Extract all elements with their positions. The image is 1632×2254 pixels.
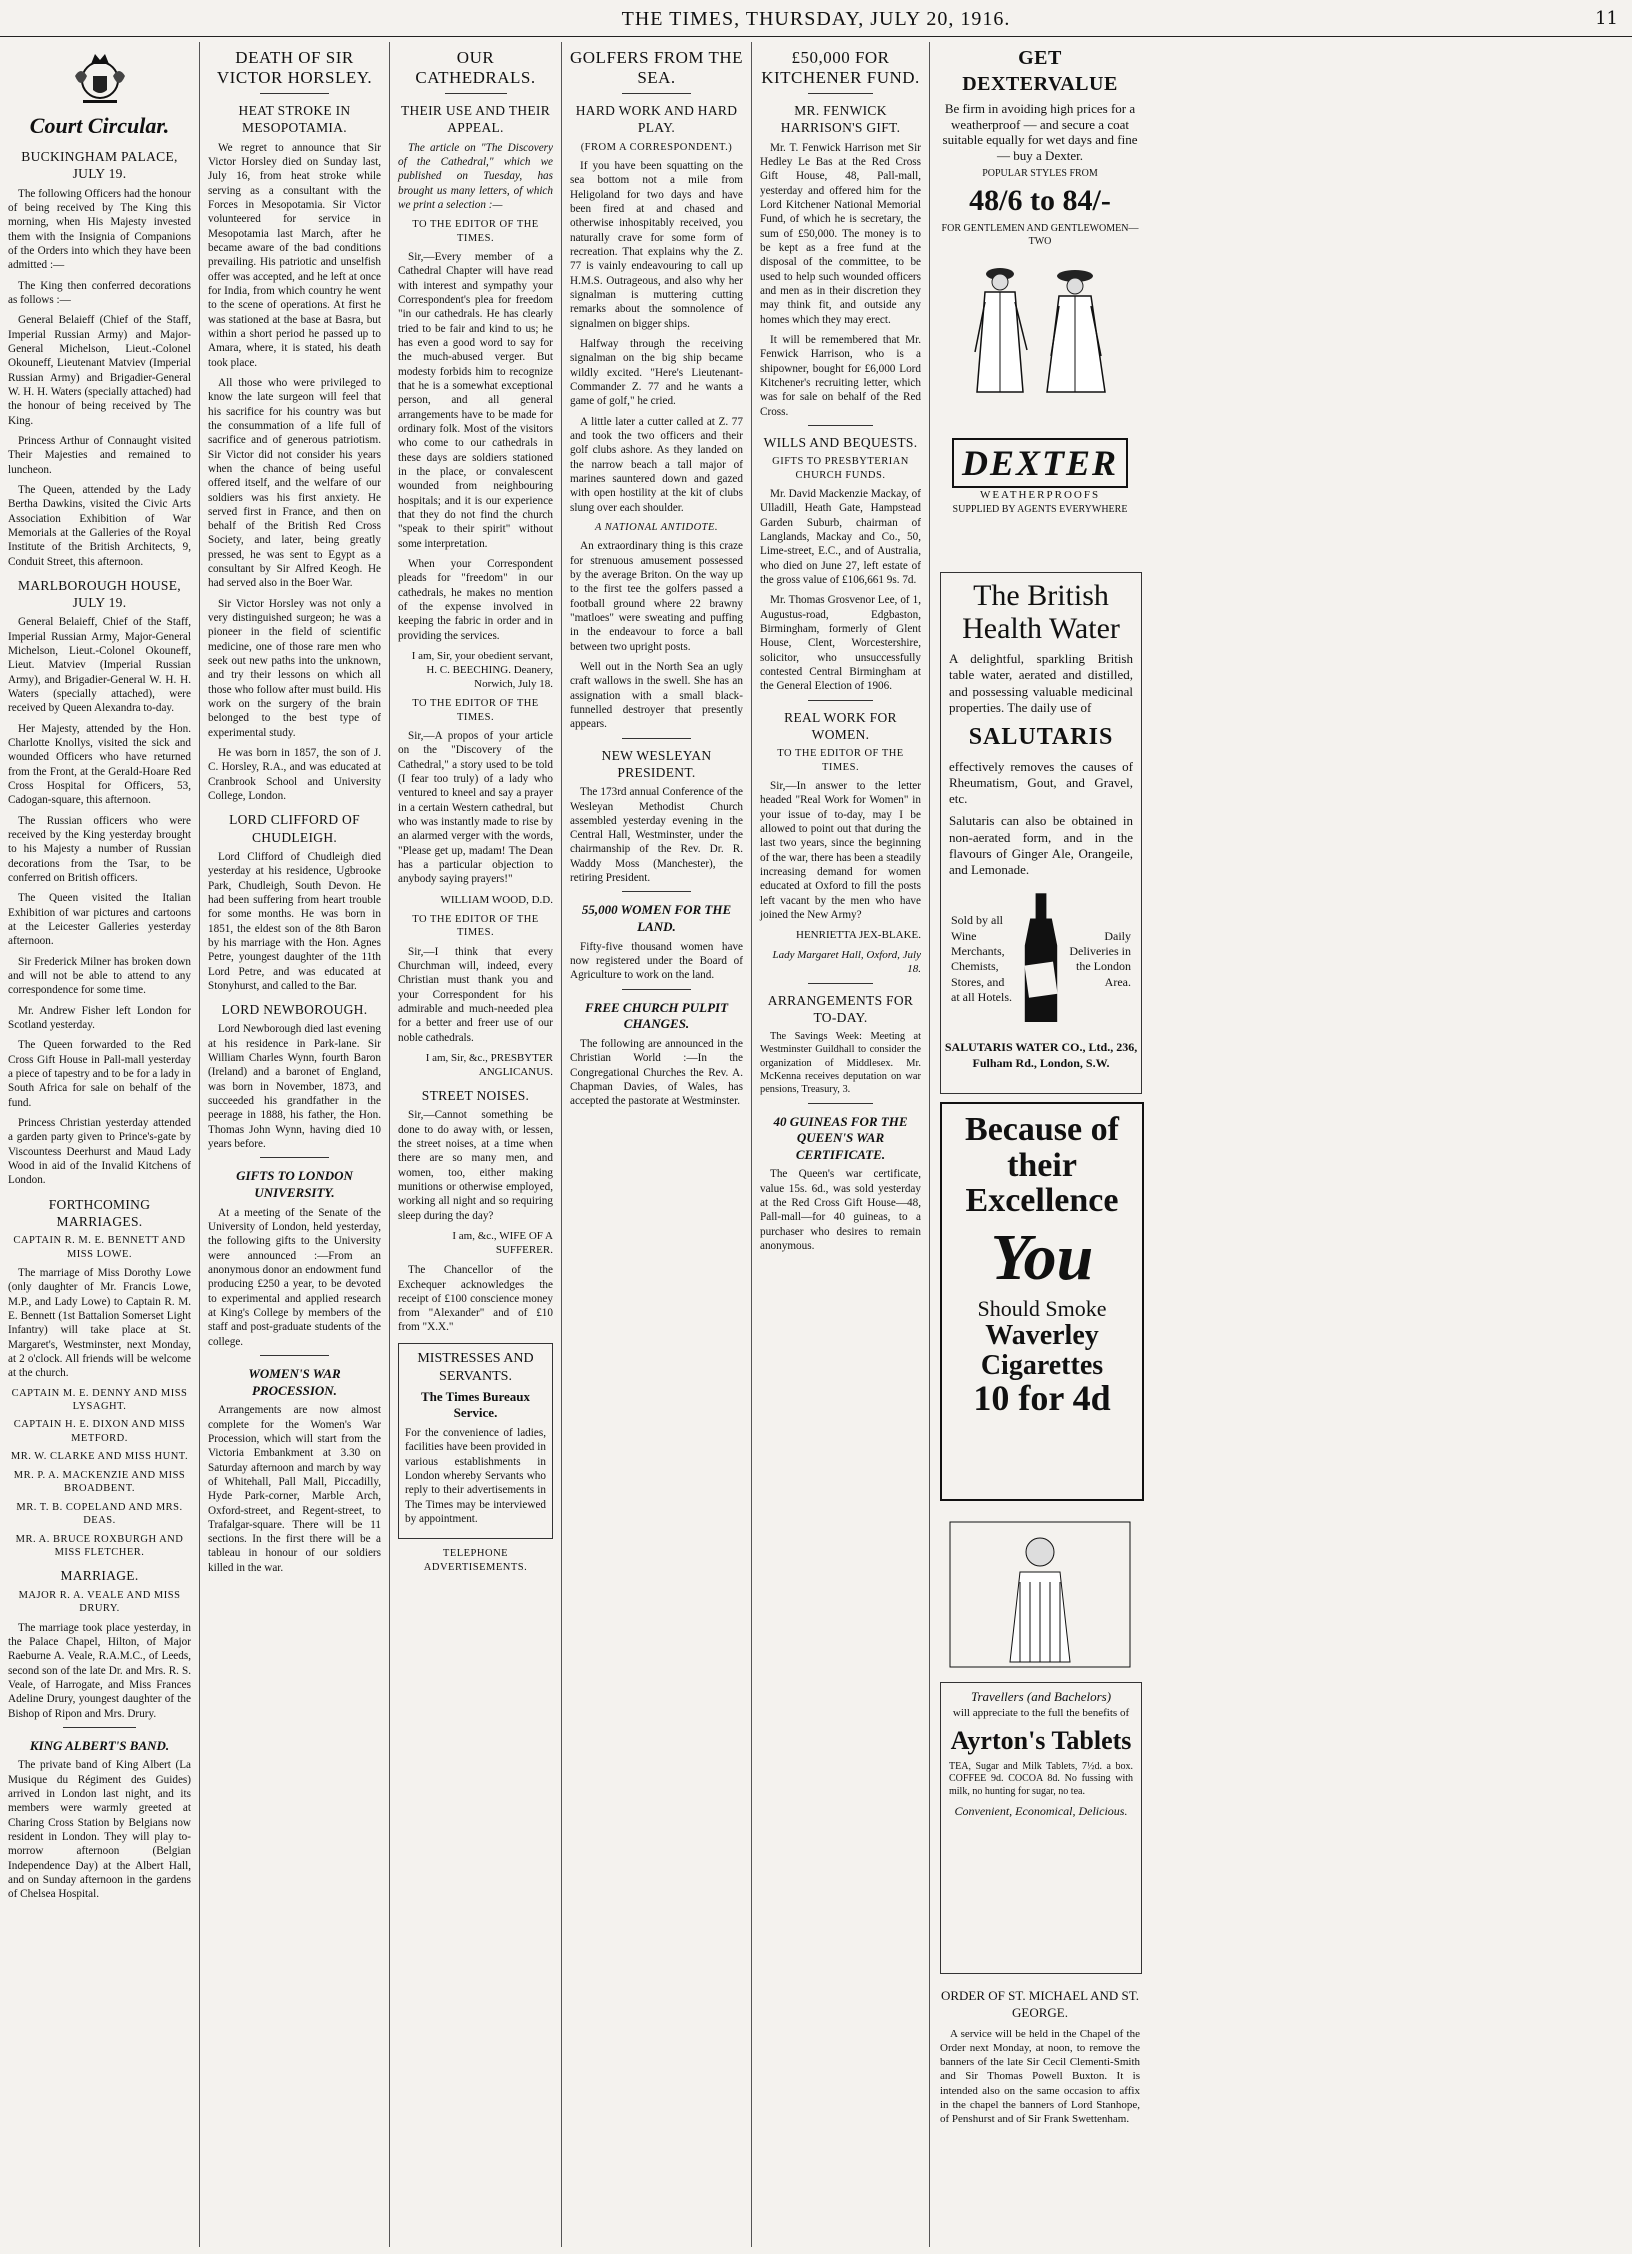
- free-church-head: FREE CHURCH PULPIT CHANGES.: [584, 999, 729, 1032]
- queen-garden-text: The Queen forwarded to the Red Cross Gift House in Pall-mall yesterday a piece of tapestry and to be for a lady in South Africa for sale on behalf of the fund.: [8, 1039, 191, 1109]
- newspaper-title: THE TIMES, THURSDAY, JULY 20, 1916.: [621, 8, 1011, 30]
- column-cathedrals: [390, 42, 562, 2247]
- queen-visit-text: The Queen, attended by the Lady Bertha Dawkins, visited the Civic Arts Association Exhibition of War Memorials at the Galleries of the Royal Institute of the British Architects, 9, Conduit Street, this afternoon.: [8, 483, 191, 568]
- to-editor: TO THE EDITOR OF THE TIMES.: [777, 748, 904, 773]
- wesleyan-text: The 173rd annual Conference of the Wesleyan Methodist Church assembled yesterday evening in the Central Hall, Westminster, under the chairmanship of the Rev. Dr. R. Waddy Moss (Manchester), the retiring President.: [570, 786, 743, 885]
- buckingham-text: The following Officers had the honour of being received by The King this morning, when His Majesty invested them with the Insignia of Companions of the Orders into which they have been admitted :—: [8, 187, 191, 272]
- bureaux-text: For the convenience of ladies, facilities have been provided in various establishments in London whereby Servants who reply to their advertisements in The Times may be interviewed by appointment.: [405, 1426, 546, 1525]
- general-belaieff-text: General Belaieff (Chief of the Staff, Imperial Russian Army) and Major-General Michelson, Lieut.-Colonel Okouneff, Lieutenant Matviev (Imperial Russian Army) and Brigadier-General W. H. H. Waters (specially attached) had the honour of being received by The King.: [8, 314, 191, 427]
- salutaris-daily: Daily Deliveries in the London Area.: [1069, 928, 1131, 989]
- divider: [445, 93, 507, 94]
- cathedrals-p2: When your Correspondent pleads for "freedom" in our cathedrals, he makes no mention of the expense involved in keeping the fabric in order and in providing the services.: [398, 558, 553, 642]
- wills-text: Mr. David Mackenzie Mackay, of Ulladill, Heath Gate, Hampstead Garden Suburb, chairman of Langlands, Mackay and Co., 50, Lime-street, E.C., and of Australia, who died on June 27, left estate of the gross value of £106,661 9s. 7d.: [760, 488, 921, 586]
- real-work-text: Sir,—In answer to the letter headed "Real Work for Women" in your issue of to-day, may I be allowed to point out that during the last two years, since the beginning of the war, there has been a steadily increasing demand for women educated at Oxford to fill the posts left vacant by the men who have joined the New Army?: [760, 780, 921, 921]
- cathedrals-subhead: THEIR USE AND THEIR APPEAL.: [400, 103, 551, 136]
- street-noises-head: STREET NOISES.: [421, 1088, 530, 1104]
- marriage-veale-text: The marriage took place yesterday, in the Palace Chapel, Hilton, of Major Raeburne A. Veale, R.A.M.C., of Leeds, second son of the late Dr. and Mrs. R. S. Veale, of Harrogate, and Miss Frances Adeline Drury, youngest daughter of the Bishop of Ripon and Mrs. Drury.: [8, 1621, 191, 1720]
- ayrton-tag: Convenient, Economical, Delicious.: [954, 1804, 1128, 1819]
- lord-clifford-head: LORD CLIFFORD OF CHUDLEIGH.: [229, 812, 360, 845]
- salutaris-company: SALUTARIS WATER CO., Ltd., 236, Fulham Rd., London, S.W.: [944, 1040, 1138, 1070]
- order-head: ORDER OF ST. MICHAEL AND ST. GEORGE.: [940, 1988, 1140, 2020]
- to-editor: TO THE EDITOR OF THE TIMES.: [412, 913, 539, 939]
- dexter-price: 48/6 to 84/-: [969, 184, 1111, 218]
- to-editor: TO THE EDITOR OF THE TIMES.: [412, 698, 539, 723]
- horsley-p1: We regret to announce that Sir Victor Horsley died on Sunday last, July 16, from heat stroke while serving as a consultant with the Forces in Mesopotamia. Sir Victor volunteered for service in Mesopotamia last March, after he became aware of the bad conditions prevailing. His patriotic and unselfish offer was accepted, and he left at once for India, from which country he went to the scene of operations. At first he was stationed at the base at Basra, but within a short period he passed up to Amara, where, it is stated, his death took place.: [208, 141, 381, 369]
- waverley-should: Should Smoke: [977, 1296, 1107, 1322]
- column-horsley: [200, 42, 390, 2247]
- marriage-item-heading: MR. W. CLARKE AND MISS HUNT.: [10, 1451, 189, 1463]
- marriage-item-text: The marriage of Miss Dorothy Lowe (only daughter of Mr. Francis Lowe, M.P., and Lady Lowe) to Captain R. M. E. Bennett (1st Battalion Somerset Light Infantry) will take place at St. Margaret's, Westminster, next Monday, at 2 o'clock. All friends will be welcome at the church.: [8, 1266, 191, 1380]
- waverley-price: 10 for 4d: [973, 1378, 1111, 1419]
- free-church-text: The following are announced in the Christian World :—In the Congregational Churches the Rev. A. Chapman Davies, of Wales, has accepted the pastorate at Westminster.: [570, 1037, 743, 1108]
- queen-italian-text: The Queen visited the Italian Exhibition of war pictures and cartoons at the Leicester Galleries yesterday afternoon.: [8, 892, 191, 948]
- royal-crest-icon: [65, 46, 135, 110]
- golfers-headline: GOLFERS FROM THE SEA.: [570, 48, 743, 87]
- signature-place: Lady Margaret Hall, Oxford, July 18.: [772, 949, 921, 976]
- ayrton-head: Travellers (and Bachelors): [970, 1689, 1112, 1704]
- waverley-brand: Waverley Cigarettes: [980, 1320, 1104, 1381]
- wills-text2: Mr. Thomas Grosvenor Lee, of 1, Augustus-road, Edgbaston, Birmingham, formerly of Glent House, Clent, Worcestershire, solicitor, who unsuccessfully contested Central Birmingham at the General Election of 1906.: [760, 594, 921, 693]
- divider: [260, 1355, 329, 1356]
- marriage-head: MARRIAGE.: [60, 1568, 139, 1584]
- national-antidote-head: A NATIONAL ANTIDOTE.: [594, 521, 719, 533]
- buckingham-head: BUCKINGHAM PALACE, JULY 19.: [21, 149, 178, 182]
- princess-arthur-text: Princess Arthur of Connaught visited Their Majesties and remained to luncheon.: [8, 434, 191, 476]
- cathedrals-p1: Sir,—Every member of a Cathedral Chapter will have read with interest and sympathy your Correspondent's plea for freedom "in our cathedrals. He has clearly tried to be fair and kind to us; he has even a good word to say for the much-abused verger. But modesty forbids him to recognize that he is a somewhat exceptional person, and all general arrangements have to be made for ordinary folk. Most of the visitors who come to our cathedrals in these days are soldiers stationed in the place, or convalescent wounded from neighbouring hospitals; and it is our experience that they do not find the church "speak to their spirit" without some interpretation.: [398, 251, 553, 550]
- golfers-p2: Halfway through the receiving signalman on the big ship became wildly excited. "Here's Lieutenant-Commander Z. 77 and he wants a game of golf," he cried.: [570, 338, 743, 408]
- salutaris-sold: Sold by all Wine Merchants, Chemists, Stores, and at all Hotels.: [951, 913, 1012, 1005]
- signature: WILLIAM WOOD, D.D.: [440, 893, 553, 906]
- cathedrals-p4: Sir,—I think that every Churchman will, indeed, every Christian must thank you and your Correspondent for his admirable and much-needed plea for a better and freer use of our noble cathedrals.: [398, 945, 553, 1044]
- dexter-advert: [940, 42, 1140, 422]
- her-majesty-text: Her Majesty, attended by the Hon. Charlotte Knollys, visited the sick and wounded Officers who have returned from the Front, at the Gerald-Hoare Red Cross Hospital for Officers, 53, Cadogan-square, this afternoon.: [8, 722, 191, 807]
- women-land-head: 55,000 WOMEN FOR THE LAND.: [581, 902, 732, 935]
- wills-head: WILLS AND BEQUESTS.: [763, 434, 918, 450]
- kitchener-p2: It will be remembered that Mr. Fenwick Harrison, who is a shipowner, bought for £6,000 Lord Kitchener's recruiting letter, which was for sale on behalf of the Red Cross.: [760, 333, 921, 418]
- russian-officers-text: The Russian officers who were received by the King yesterday brought to his Majesty a number of Russian decorations from the Tsar, to be conferred on British officers.: [8, 814, 191, 884]
- telephone-adverts: TELEPHONE ADVERTISEMENTS.: [423, 1548, 528, 1573]
- divider: [622, 93, 691, 94]
- page-number: 11: [1595, 8, 1618, 29]
- golfers-p4: An extraordinary thing is this craze for strenuous amusement possessed by the average Briton. On the way up to the first tee the golfers passed a football ground where 22 brawny "matloes" were sweating and puffing in the endeavour to force a ball between two upright posts.: [570, 540, 743, 653]
- kitchener-subhead: MR. FENWICK HARRISON'S GIFT.: [780, 103, 901, 136]
- bureaux-title: MISTRESSES AND SERVANTS.: [417, 1350, 534, 1384]
- empty-right-gutter: [1148, 42, 1628, 2242]
- ayrton-advert: [940, 1682, 1142, 1974]
- lord-clifford-text: Lord Clifford of Chudleigh died yesterday at his residence, Ugbrooke Park, Chudleigh, South Devon. He had been suffering from heart trouble for some months. He was born in 1851, the eldest son of the 8th Baron by his marriage with the Hon. Agnes Petre, youngest daughter of the 11th Lord Petre, and was educated at Stonyhurst, and called to the Bar.: [208, 850, 381, 992]
- order-st-michael: [940, 1982, 1140, 2242]
- times-bureaux-box: [398, 1343, 553, 1539]
- guineas-head: 40 GUINEAS FOR THE QUEEN'S WAR CERTIFICATE.: [773, 1113, 908, 1162]
- salutaris-brand: SALUTARIS: [968, 724, 1114, 750]
- king-albert-head: KING ALBERT'S BAND.: [29, 1737, 170, 1753]
- divider: [808, 983, 872, 984]
- guineas-text: The Queen's war certificate, value 15s. 6d., was sold yesterday at the Red Cross Gift House—48, Pall-mall—for 40 guineas, to a purchaser who desires to remain anonymous.: [760, 1168, 921, 1253]
- fisher-text: Mr. Andrew Fisher left London for Scotland yesterday.: [8, 1004, 191, 1031]
- chancellor-text: The Chancellor of the Exchequer acknowledges the receipt of £100 conscience money from "Alexander" and of £10 from "X.X.": [398, 1264, 553, 1334]
- cathedrals-p3: Sir,—A propos of your article on the "Discovery of the Cathedral," a story used to be told (I fear too truly) of a lady who ventured to kneel and say a prayer in a certain Western cathedral, but who was instantly made to rise by an alarmed verger with the words, "Please get up, madam! The Dean has a particular objection to anybody saying prayers!": [398, 730, 553, 886]
- coat-figures-illustration: [955, 252, 1125, 402]
- horsley-p3: Sir Victor Horsley was not only a very distinguished surgeon; he was a pioneer in the field of scientific medicine, one of those rare men who seek out new paths into the unknown, and try their lessons on which all those who follow after must build. His work on the surgery of the brain belonged to the best type of experimental study.: [208, 597, 381, 739]
- column-court-circular: [0, 42, 200, 2247]
- dexter-for: FOR GENTLEMEN AND GENTLEWOMEN—TWO: [941, 222, 1139, 247]
- kitchener-headline: £50,000 FOR KITCHENER FUND.: [761, 48, 920, 87]
- golfers-p1: If you have been squatting on the sea bottom not a mile from Heligoland for two days and have been fired at and chased and otherwise inhospitably received, you naturally crave for some form of recreation. That explains why the Z. 77 is vainly endeavouring to call up H.M.S. Outrageous, and also why her signalman is muttering cutting remarks about the somnolence of signalmen on bigger ships.: [570, 160, 743, 330]
- traveller-illustration: [940, 1512, 1140, 1672]
- dexter-logo-sub: WEATHERPROOFS: [979, 489, 1101, 502]
- divider: [808, 700, 872, 701]
- cathedrals-intro: The article on "The Discovery of the Cathedral," which we published on Tuesday, has brought us many letters, of which we print a selection :—: [398, 141, 553, 211]
- divider: [622, 891, 691, 892]
- divider: [808, 1103, 872, 1104]
- horsley-p2: All those who were privileged to know the late surgeon will feel that his sacrifice for his country was but the consummation of a life full of sacrifice and of generous patriotism. Sir Victor did not consider his years when the chance of being useful offered itself, and the welfare of our soldiers was his first anxiety. He served first in France, and then on behalf of the British Red Cross Society, and later, being greatly pressed, he was sent to Egypt as a consultant by Sir Alfred Keogh. He had served also in the Boer War.: [208, 376, 381, 590]
- street-noises-text: Sir,—Cannot something be done to do away with, or lessen, the street noises, at a time when there are so many men, and women, too, either making munitions or otherwise employed, working all night and so requiring sleep during the day?: [398, 1109, 553, 1222]
- marlborough-head: MARLBOROUGH HOUSE, JULY 19.: [18, 577, 181, 611]
- women-land-text: Fifty-five thousand women have now registered under the Board of Agriculture to work on the land.: [570, 940, 743, 982]
- court-circular-title: Court Circular.: [29, 113, 170, 138]
- golfers-subhead: HARD WORK AND HARD PLAY.: [575, 103, 738, 136]
- dexter-logo: DEXTER: [952, 438, 1128, 488]
- ayrton-text: TEA, Sugar and Milk Tablets, 7½d. a box. COFFEE 9d. COCOA 8d. No fussing with milk, no hunting for sugar, no tea.: [949, 1760, 1133, 1797]
- divider: [808, 425, 872, 426]
- gifts-university-text: At a meeting of the Senate of the University of London, held yesterday, the following gifts to the University were announced :—From an anonymous donor an endowment fund producing £250 a year, to be devoted to experimental and applied research at King's College by members of the staff and post-graduate students of the college.: [208, 1206, 381, 1348]
- womens-procession-text: Arrangements are now almost complete for the Women's War Procession, which will start from the Victoria Embankment at 3.30 on Saturday afternoon and march by way of Whitehall, Pall Mall, Piccadilly, Hyde Park-corner, Marble Arch, Oxford-street, and Regent-street, to Trafalgar-square. There will be 11 sections. In the first there will be a tableau in honour of our soldiers killed in the war.: [208, 1404, 381, 1574]
- signature: I am, Sir, your obedient servant, H. C. BEECHING. Deanery, Norwich, July 18.: [411, 650, 553, 691]
- golfers-p5: Well out in the North Sea an ugly craft wallows in the swell. She has an assignation with a small black-funnelled destroyer that presently appears.: [570, 661, 743, 731]
- princess-christian-text: Princess Christian yesterday attended a garden party given to Prince's-gate by Viscountess Deerhurst and Maud Lady Wood in aid of the Invalid Kitchens of London.: [8, 1116, 191, 1187]
- salutaris-text3: Salutaris can also be obtained in non-aerated form, and in the flavours of Ginger Ale, Orangeile, and Lemonade.: [949, 813, 1133, 878]
- salutaris-headline: The British Health Water: [962, 579, 1120, 645]
- arrangements-text: The Savings Week: Meeting at Westminster Guildhall to consider the organization of Middlesex. Mr. McKenna receives deputation on war pensions, Treasury, 3.: [760, 1031, 921, 1096]
- king-text: The King then conferred decorations as follows :—: [8, 279, 191, 306]
- dexter-logo-advert: [940, 434, 1140, 554]
- forthcoming-marriages-head: FORTHCOMING MARRIAGES.: [48, 1196, 151, 1229]
- lord-newborough-head: LORD NEWBOROUGH.: [221, 1002, 368, 1018]
- divider: [63, 1727, 136, 1728]
- cathedrals-headline: OUR CATHEDRALS.: [415, 48, 536, 87]
- real-work-head: REAL WORK FOR WOMEN.: [784, 709, 897, 742]
- dexter-supplied: SUPPLIED BY AGENTS EVERYWHERE: [952, 504, 1128, 516]
- order-text: A service will be held in the Chapel of the Order next Monday, at noon, to remove the banners of the late Sir Cecil Clementi-Smith and Sir Thomas Powell Buxton. It is intended also on the same occasion to affix in the chapel the banners of Lord Stanhope, of Penshurst and of Sir Frank Swettenham.: [940, 2028, 1140, 2125]
- ayrton-will: will appreciate to the full the benefits of: [952, 1706, 1130, 1719]
- salutaris-text: A delightful, sparkling British table water, aerated and distilled, and possessing valuable medicinal properties. The daily use of: [949, 651, 1133, 715]
- salutaris-advert: [940, 572, 1142, 1094]
- column-adverts: [930, 42, 1632, 2247]
- marriage-item-heading: CAPTAIN R. M. E. BENNETT AND MISS LOWE.: [13, 1235, 186, 1260]
- wesleyan-head: NEW WESLEYAN PRESIDENT.: [601, 747, 712, 780]
- divider: [808, 93, 872, 94]
- horsley-p4: He was born in 1857, the son of J. C. Horsley, R.A., and was educated at Cranbrook School and University College, London.: [208, 747, 381, 803]
- waverley-advert: [940, 1102, 1144, 1501]
- horsley-headline: DEATH OF SIR VICTOR HORSLEY.: [216, 48, 373, 87]
- marriage-item-heading: CAPTAIN M. E. DENNY AND MISS LYSAGHT.: [11, 1387, 188, 1413]
- divider: [260, 93, 329, 94]
- presbyterian-head: GIFTS TO PRESBYTERIAN CHURCH FUNDS.: [772, 456, 909, 481]
- arrangements-head: ARRANGEMENTS FOR TO-DAY.: [767, 992, 914, 1025]
- dexter-popular: POPULAR STYLES FROM: [982, 167, 1098, 179]
- waverley-headline: Because of their Excellence: [965, 1111, 1119, 1220]
- marriage-item-heading: MR. A. BRUCE ROXBURGH AND MISS FLETCHER.: [15, 1533, 184, 1558]
- milner-text: Sir Frederick Milner has broken down and will not be able to attend to any correspondence for some time.: [8, 955, 191, 997]
- signature: HENRIETTA JEX-BLAKE.: [796, 929, 921, 942]
- king-albert-text: The private band of King Albert (La Musique du Régiment des Guides) arrived in London last night, and its members were warmly greeted at Charing Cross Station by Belgians now resident in London. They will play to-morrow afternoon (Belgian Independence Day) at the Albert Hall, and on Sunday afternoon in the gardens of Chelsea Hospital.: [8, 1759, 191, 1901]
- gifts-university-head: GIFTS TO LONDON UNIVERSITY.: [236, 1168, 353, 1201]
- divider: [622, 989, 691, 990]
- from-correspondent: (FROM A CORRESPONDENT.): [580, 141, 733, 153]
- kitchener-p1: Mr. T. Fenwick Harrison met Sir Hedley Le Bas at the Red Cross Gift House, 48, Pall-mall, yesterday and offered him for the Lord Kitchener National Memorial Fund, of which he is secretary, the sum of £50,000. The money is to be kept as a free fund at the disposal of the committee, to be used to help such wounded officers and men as in their discretion they may think fit, and outside any homes which they may erect.: [760, 141, 921, 326]
- divider: [260, 1157, 329, 1158]
- marriage-item-heading: MR. P. A. MACKENZIE AND MISS BROADBENT.: [13, 1469, 186, 1495]
- bottle-illustration: [1014, 884, 1068, 1034]
- lord-newborough-text: Lord Newborough died last evening at his residence in Park-lane. Sir William Charles Wynn, fourth Baron (Ireland) and a baronet of England, was born in November, 1873, and succeeded his grandfather in the peerage in 1888, his father, the Hon. Thomas John Wynn, having died 10 years before.: [208, 1023, 381, 1151]
- ayrton-brand: Ayrton's Tablets: [950, 1725, 1132, 1755]
- golfers-p3: A little later a cutter called at Z. 77 and took the two officers and their golf clubs ashore. As they landed on the narrow beach a tall major of marines sauntered down and gazed with open hostility at the kit of clubs slung over each shoulder.: [570, 415, 743, 514]
- traveller-illustration-advert: [940, 1512, 1140, 1672]
- bureaux-sub: The Times Bureaux Service.: [420, 1388, 531, 1421]
- divider: [622, 738, 691, 739]
- marriage-item-heading: CAPTAIN H. E. DIXON AND MISS METFORD.: [13, 1419, 186, 1444]
- masthead: [0, 0, 1632, 37]
- marriage-item-heading: MR. T. B. COPELAND AND MRS. DEAS.: [16, 1501, 183, 1527]
- signature: I am, Sir, &c., PRESBYTER ANGLICANUS.: [425, 1051, 553, 1079]
- column-kitchener: [752, 42, 930, 2247]
- salutaris-text2: effectively removes the causes of Rheumatism, Gout, and Gravel, etc.: [949, 758, 1133, 807]
- marriage-veale-head: MAJOR R. A. VEALE AND MISS DRURY.: [18, 1589, 181, 1615]
- column-golfers: [562, 42, 752, 2247]
- waverley-you: You: [990, 1221, 1094, 1295]
- dexter-tagline: Be firm in avoiding high prices for a weatherproof — and secure a coat suitable equally for wet days and fine — buy a Dexter.: [942, 101, 1138, 163]
- dexter-headline: GET DEXTERVALUE: [962, 47, 1118, 95]
- signature: I am, &c., WIFE OF A SUFFERER.: [452, 1230, 553, 1257]
- womens-procession-head: WOMEN'S WAR PROCESSION.: [248, 1365, 341, 1398]
- horsley-subhead: HEAT STROKE IN MESOPOTAMIA.: [238, 103, 351, 136]
- marlborough-text: General Belaieff, Chief of the Staff, Imperial Russian Army, Major-General Michelson, Lieut.-Colonel Okouneff, Lieut. Matviev (Imperial Russian Army), and Brigadier-General W. H. H. Waters (specially attached), were received by Queen Alexandra to-day.: [8, 616, 191, 715]
- to-editor: TO THE EDITOR OF THE TIMES.: [412, 219, 539, 244]
